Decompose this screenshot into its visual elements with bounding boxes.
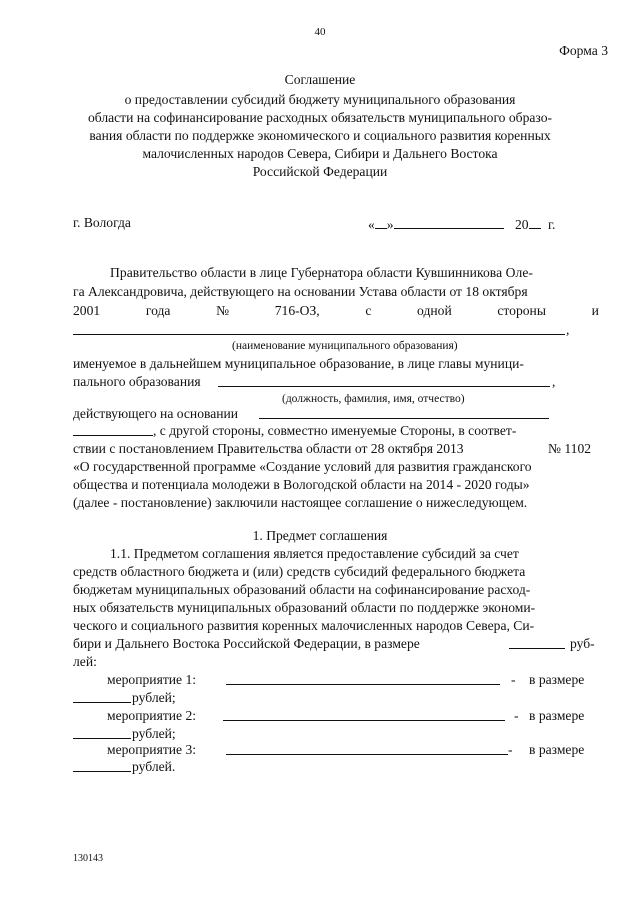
party2-line: пального образования (73, 374, 201, 389)
date-year-blank (529, 216, 541, 229)
basis-continue-blank (73, 435, 153, 436)
activity-size-label: в размере (529, 742, 585, 757)
form-label: Форма 3 (559, 43, 608, 58)
party2-line: действующего на основании (73, 406, 239, 421)
section-line: бири и Дальнего Востока Российской Федерации, в размере (73, 636, 420, 651)
word: 716-ОЗ, (274, 303, 320, 318)
footer-code: 130143 (73, 853, 103, 864)
date-month-blank (394, 216, 504, 229)
word: с (365, 303, 372, 318)
title-line: малочисленных народов Севера, Сибири и Дальнего Востока (142, 146, 498, 161)
section-line: ческого и социального развития коренных малочисленных народов Севера, Си- (73, 618, 535, 633)
date-suffix: г. (548, 217, 556, 232)
word: и (591, 303, 599, 318)
word: 2001 (73, 303, 101, 318)
head-name-blank (218, 386, 550, 387)
word: стороны (497, 303, 546, 318)
title-line: о предоставлении субсидий бюджету муниципального образования (124, 92, 516, 107)
party2-line: именуемое в дальнейшем муниципальное образование, в лице главы муници- (73, 356, 524, 371)
municipality-name-blank (73, 334, 565, 335)
activity-dash: - (511, 672, 516, 687)
party2-line: «О государственной программе «Создание условий для развития гражданского (73, 459, 532, 474)
activity-name-blank (226, 754, 508, 755)
word: № (216, 303, 230, 318)
word: одной (417, 303, 452, 318)
title-line: вания области по поддержке экономического и социального развития коренных (89, 128, 551, 143)
party2-line: , с другой стороны, совместно именуемые Стороны, в соответ- (153, 423, 517, 438)
activity-label: мероприятие 3: (107, 742, 197, 757)
activity-amount-blank (73, 771, 131, 772)
party2-line: (далее - постановление) заключили настоящее соглашение о нижеследующем. (73, 495, 528, 510)
activity-rubles: рублей; (132, 690, 176, 705)
title-line: Соглашение (284, 72, 356, 87)
activity-amount-blank (73, 738, 131, 739)
city: г. Вологда (73, 215, 131, 230)
activity-rubles: рублей. (132, 759, 176, 774)
party1-line: Правительство области в лице Губернатора области Кувшинникова Оле- (110, 265, 533, 280)
date-year: 20 (515, 217, 529, 232)
party2-line: общества и потенциала молодежи в Вологодской области на 2014 - 2020 годы» (73, 477, 530, 492)
activity-name-blank (223, 720, 505, 721)
activity-label: мероприятие 2: (107, 708, 197, 723)
resolution-number: № 1102 (548, 441, 592, 456)
date-line (368, 216, 555, 233)
title-line: Российской Федерации (252, 164, 388, 179)
section-line: 1.1. Предметом соглашения является предоставление субсидий за счет (110, 546, 519, 561)
section-line-end: руб- (570, 636, 595, 651)
activity-dash: - (508, 742, 513, 757)
comma: , (552, 374, 556, 389)
municipality-caption: (наименование муниципального образования) (232, 340, 458, 352)
section-line: лей: (73, 654, 97, 669)
party2-line: ствии с постановлением Правительства области от 28 октября 2013 (73, 441, 464, 456)
section-line: бюджетам муниципальных образований области на софинансирование расход- (73, 582, 531, 597)
page-number: 40 (314, 26, 326, 38)
activity-label: мероприятие 1: (107, 672, 197, 687)
section-line: средств областного бюджета и (или) средств субсидий федерального бюджета (73, 564, 526, 579)
party1-line (73, 302, 599, 319)
word: года (145, 303, 171, 318)
party1-line: га Александровича, действующего на основании Устава области от 18 октября (73, 284, 528, 299)
basis-blank (259, 418, 549, 419)
amount-blank (509, 648, 565, 649)
activity-amount-blank (73, 702, 131, 703)
date-close-quote: » (386, 217, 394, 232)
activity-rubles: рублей; (132, 726, 176, 741)
comma: , (566, 322, 570, 337)
activity-size-label: в размере (529, 708, 585, 723)
head-caption: (должность, фамилия, имя, отчество) (282, 393, 465, 405)
activity-name-blank (226, 684, 500, 685)
section-heading: 1. Предмет соглашения (252, 528, 388, 543)
title-line: области на софинансирование расходных обязательств муниципального образо- (87, 110, 553, 125)
date-day-blank (375, 216, 387, 229)
section-line: ных обязательств муниципальных образований области по поддержке экономи- (73, 600, 536, 615)
activity-size-label: в размере (529, 672, 585, 687)
activity-dash: - (514, 708, 519, 723)
date-open-quote: « (368, 217, 375, 232)
